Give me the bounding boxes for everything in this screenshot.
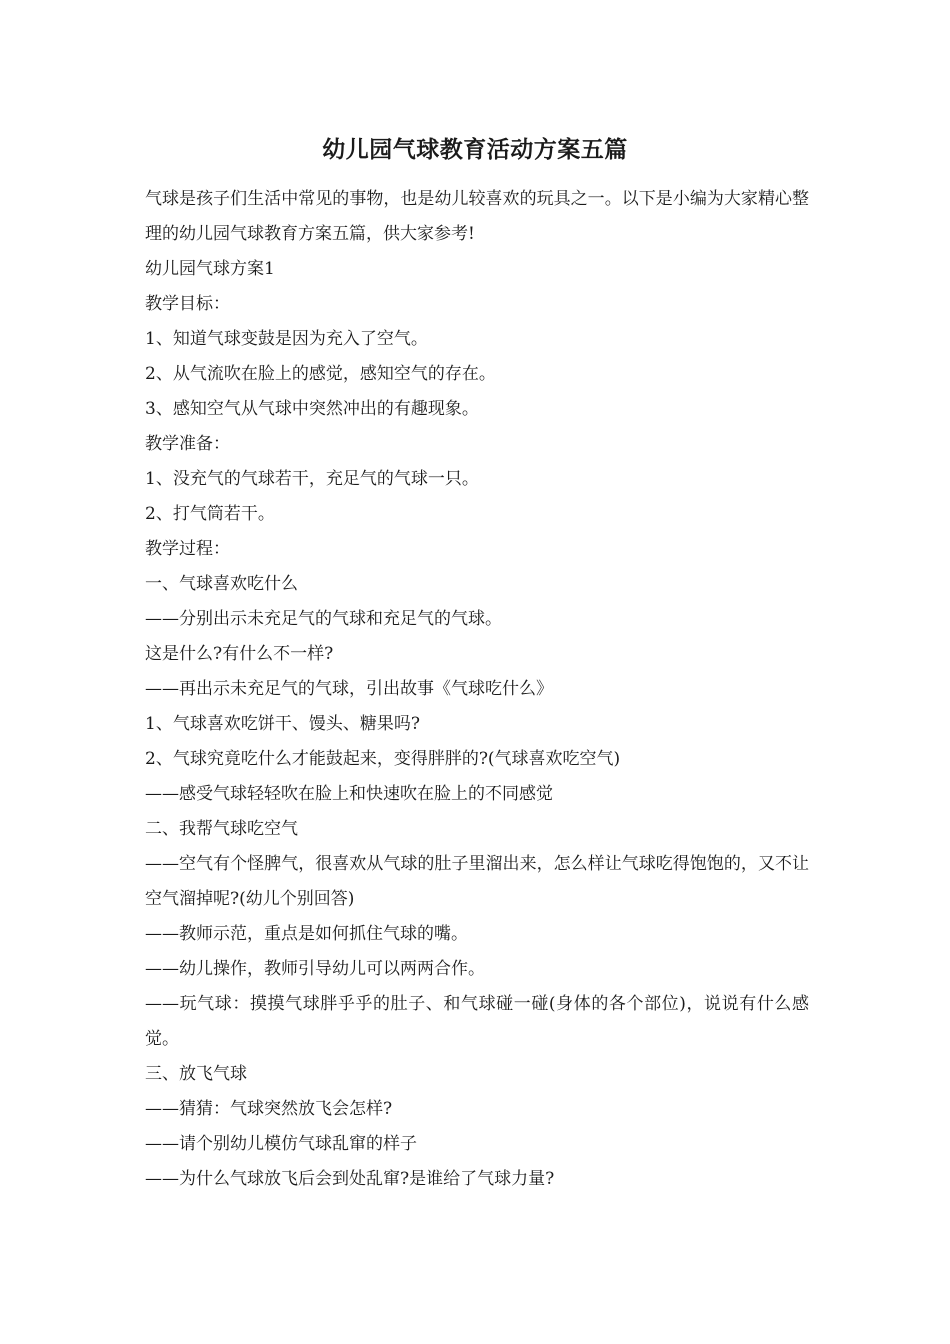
paragraph-prep-2: 2、打气筒若干。 xyxy=(145,504,275,524)
paragraph-step: ——再出示未充足气的气球，引出故事《气球吃什么》 xyxy=(145,679,553,699)
paragraph-prep-1: 1、没充气的气球若干，充足气的气球一只。 xyxy=(145,469,479,489)
paragraph-section-1: 一、气球喜欢吃什么 xyxy=(145,574,298,594)
paragraph-prep-heading: 教学准备： xyxy=(145,434,230,454)
paragraph-step: ——感受气球轻轻吹在脸上和快速吹在脸上的不同感觉 xyxy=(145,784,553,804)
paragraph-section-3: 三、放飞气球 xyxy=(145,1064,247,1084)
paragraph-question: 这是什么?有什么不一样? xyxy=(145,644,334,664)
paragraph-question-2: 2、气球究竟吃什么才能鼓起来，变得胖胖的?(气球喜欢吃空气) xyxy=(145,749,621,769)
paragraph-intro: 气球是孩子们生活中常见的事物，也是幼儿较喜欢的玩具之一。以下是小编为大家精心整理的幼儿园气球教育方案五篇，供大家参考! xyxy=(145,189,809,244)
paragraph-process-heading: 教学过程： xyxy=(145,539,230,559)
document-title: 幼儿园气球教育活动方案五篇 xyxy=(322,136,628,163)
paragraph-step: ——分别出示未充足气的气球和充足气的气球。 xyxy=(145,609,502,629)
paragraph-step: ——请个别幼儿模仿气球乱窜的样子 xyxy=(145,1134,417,1154)
document-body xyxy=(145,182,809,1197)
paragraph-question-1: 1、气球喜欢吃饼干、馒头、糖果吗? xyxy=(145,714,420,734)
paragraph-goal-2: 2、从气流吹在脸上的感觉，感知空气的存在。 xyxy=(145,364,496,384)
paragraph-goal-3: 3、感知空气从气球中突然冲出的有趣现象。 xyxy=(145,399,479,419)
paragraph-plan-heading: 幼儿园气球方案1 xyxy=(145,259,275,279)
paragraph-goal-1: 1、知道气球变鼓是因为充入了空气。 xyxy=(145,329,428,349)
paragraph-step: ——教师示范，重点是如何抓住气球的嘴。 xyxy=(145,924,468,944)
paragraph-step: ——猜猜：气球突然放飞会怎样? xyxy=(145,1099,393,1119)
paragraph-step: ——空气有个怪脾气，很喜欢从气球的肚子里溜出来，怎么样让气球吃得饱饱的，又不让空气溜掉呢?(幼儿个别回答) xyxy=(145,854,809,909)
paragraph-goals-heading: 教学目标： xyxy=(145,294,230,314)
paragraph-step: ——幼儿操作，教师引导幼儿可以两两合作。 xyxy=(145,959,485,979)
paragraph-section-2: 二、我帮气球吃空气 xyxy=(145,819,298,839)
paragraph-step: ——为什么气球放飞后会到处乱窜?是谁给了气球力量? xyxy=(145,1169,555,1189)
paragraph-step: ——玩气球：摸摸气球胖乎乎的肚子、和气球碰一碰(身体的各个部位)，说说有什么感觉。 xyxy=(145,994,809,1049)
